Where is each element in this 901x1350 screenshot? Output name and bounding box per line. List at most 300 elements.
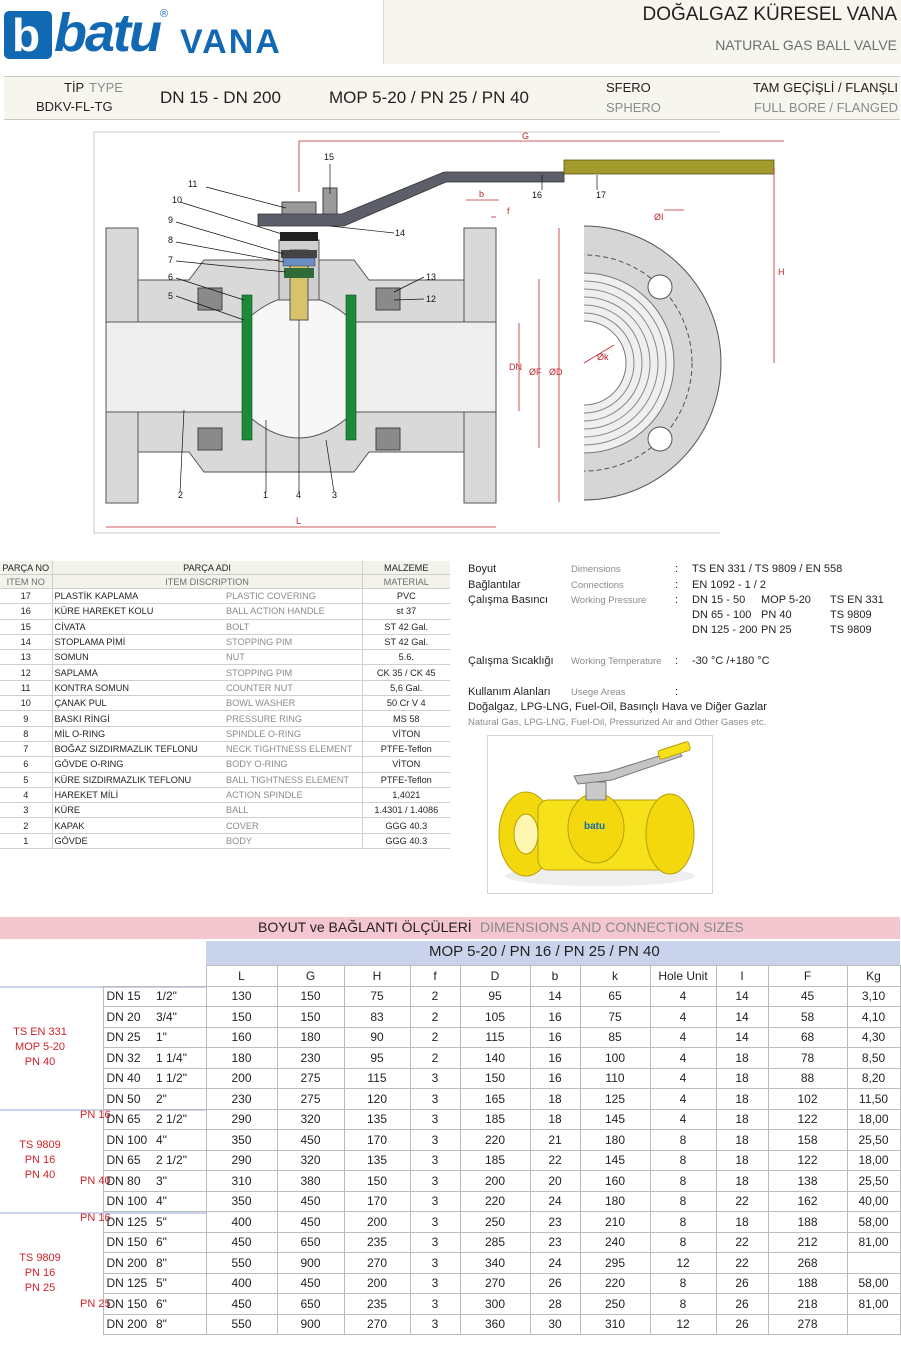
dim-value: 450 — [277, 1130, 344, 1151]
colon: : — [675, 563, 679, 575]
dimension-row — [0, 1212, 900, 1233]
item-name-tr: PLASTİK KAPLAMA — [52, 589, 224, 604]
dn-size: DN 150 — [103, 1294, 153, 1315]
dim-label-g: G — [522, 131, 530, 141]
dim-value: 360 — [460, 1314, 530, 1335]
dim-value: 8,20 — [847, 1068, 900, 1089]
dim-value: 4 — [650, 986, 716, 1007]
dim-value: 88 — [768, 1068, 847, 1089]
dn-size: DN 65 — [103, 1150, 153, 1171]
dim-value: 122 — [768, 1150, 847, 1171]
dim-value: 102 — [768, 1089, 847, 1110]
spec-baglanti-en: Connections — [571, 580, 624, 591]
dim-value: 8 — [650, 1150, 716, 1171]
pressure-row-2-std: TS 9809 — [830, 609, 872, 621]
spec-alan-en: Usege Areas — [571, 687, 626, 698]
callout-3: 3 — [332, 490, 338, 500]
inch-size: 1/2" — [153, 986, 206, 1007]
dim-value: 18 — [716, 1150, 768, 1171]
usage-areas-tr: Doğalgaz, LPG-LNG, Fuel-Oil, Basınçlı Hava ve Diğer Gazlar — [468, 701, 767, 713]
dimension-table-title — [0, 917, 900, 939]
group-line: TS 9809 — [19, 1251, 61, 1264]
item-name-tr: HAREKET MİLİ — [52, 787, 224, 802]
parts-row — [0, 741, 450, 756]
dim-value: 18 — [716, 1171, 768, 1192]
group-line: MOP 5-20 — [15, 1041, 65, 1053]
dim-value: 158 — [768, 1130, 847, 1151]
dim-value: 68 — [768, 1027, 847, 1048]
dim-value: 320 — [277, 1109, 344, 1130]
dim-value: 28 — [530, 1294, 580, 1315]
dim-value: 16 — [530, 1027, 580, 1048]
item-name-en: SPINDLE O-RING — [224, 726, 362, 741]
dim-value: 400 — [206, 1273, 277, 1294]
dim-value: 250 — [580, 1294, 650, 1315]
dim-value: 24 — [530, 1191, 580, 1212]
callout-13: 13 — [426, 272, 437, 282]
item-name-tr: KÜRE HAREKET KOLU — [52, 604, 224, 619]
logo-mark: b — [4, 11, 52, 59]
inch-size: 3/4" — [153, 1007, 206, 1028]
dim-value: 900 — [277, 1314, 344, 1335]
dim-value: 135 — [344, 1109, 410, 1130]
item-name-tr: MİL O-RING — [52, 726, 224, 741]
dim-value: 268 — [768, 1253, 847, 1274]
dn-size: DN 20 — [103, 1007, 153, 1028]
dim-value: 4,10 — [847, 1007, 900, 1028]
group-line: PN 16 — [24, 1266, 56, 1279]
dim-value: 130 — [206, 986, 277, 1007]
dim-value: 150 — [460, 1068, 530, 1089]
dim-value: 16 — [530, 1048, 580, 1069]
callout-8: 8 — [168, 235, 174, 245]
dimension-row — [0, 1048, 900, 1069]
dimension-row — [0, 1027, 900, 1048]
dim-value: 235 — [344, 1294, 410, 1315]
dim-value: 25,50 — [847, 1130, 900, 1151]
dim-value: 8 — [650, 1130, 716, 1151]
spec-alan: Kullanım Alanları — [468, 686, 551, 698]
usage-areas-en: Natural Gas, LPG-LNG, Fuel-Oil, Pressurized Air and Other Gases etc. — [468, 717, 767, 728]
item-name-en: STOPPING PIM — [224, 665, 362, 680]
parts-row — [0, 665, 450, 680]
dim-value: 275 — [277, 1089, 344, 1110]
dim-value: 8 — [650, 1232, 716, 1253]
dim-value: 21 — [530, 1130, 580, 1151]
dn-size: DN 125 — [103, 1212, 153, 1233]
item-material: st 37 — [362, 604, 450, 619]
dim-label-f-dia: ØF — [529, 367, 542, 377]
item-material: VİTON — [362, 757, 450, 772]
item-material: 5,6 Gal. — [362, 680, 450, 695]
spec-sicaklik-en: Working Temperature — [571, 656, 662, 667]
dim-value: 115 — [344, 1068, 410, 1089]
item-name-en: BALL — [224, 803, 362, 818]
dim-value: 22 — [716, 1191, 768, 1212]
col-header: D — [460, 966, 530, 987]
dim-value: 90 — [344, 1027, 410, 1048]
dimension-row — [0, 1294, 900, 1315]
dim-value: 4 — [650, 1027, 716, 1048]
dim-value: 200 — [206, 1068, 277, 1089]
item-material: ST 42 Gal. — [362, 619, 450, 634]
dim-value: 122 — [768, 1109, 847, 1130]
dn-size: DN 80 — [103, 1171, 153, 1192]
dim-value: 22 — [716, 1232, 768, 1253]
dim-value — [847, 1253, 900, 1274]
dim-value: 18 — [716, 1109, 768, 1130]
dim-value: 83 — [344, 1007, 410, 1028]
pn-empty — [80, 986, 103, 1109]
item-name-tr: KÜRE — [52, 803, 224, 818]
dim-value: 285 — [460, 1232, 530, 1253]
inch-size: 5" — [153, 1273, 206, 1294]
item-name-tr: GÖVDE O-RING — [52, 757, 224, 772]
item-name-tr: SAPLAMA — [52, 665, 224, 680]
sphero-label: SPHERO — [606, 100, 661, 115]
callout-7: 7 — [168, 255, 174, 265]
col-header: f — [410, 966, 460, 987]
col-header: L — [206, 966, 277, 987]
pressure-class-bar — [206, 941, 900, 965]
dn-size: DN 150 — [103, 1232, 153, 1253]
spec-boyut-en: Dimensions — [571, 564, 621, 575]
col-header-no: PARÇA NO — [0, 561, 52, 575]
dim-value: 3 — [410, 1294, 460, 1315]
pressure-row-3-dn: DN 125 - 200 — [692, 624, 758, 636]
dimension-row — [0, 1150, 900, 1171]
spec-sicaklik: Çalışma Sıcaklığı — [468, 655, 554, 667]
parts-row — [0, 680, 450, 695]
standard-group-label — [0, 1109, 80, 1212]
dim-value: 4 — [650, 1109, 716, 1130]
item-no: 6 — [0, 757, 52, 772]
parts-row — [0, 787, 450, 802]
dim-value: 150 — [344, 1171, 410, 1192]
dim-label-i: ØI — [654, 212, 664, 222]
callout-5: 5 — [168, 291, 174, 301]
dim-value: 2 — [410, 1007, 460, 1028]
item-name-en: BALL TIGHTNESS ELEMENT — [224, 772, 362, 787]
item-material: ST 42 Gal. — [362, 634, 450, 649]
dim-value: 270 — [344, 1314, 410, 1335]
inch-size: 1" — [153, 1027, 206, 1048]
item-material: PTFE-Teflon — [362, 741, 450, 756]
dim-value: 3 — [410, 1089, 460, 1110]
dn-size: DN 25 — [103, 1027, 153, 1048]
dim-value: 3 — [410, 1068, 460, 1089]
item-material: 50 Cr V 4 — [362, 696, 450, 711]
dim-value: 165 — [460, 1089, 530, 1110]
dim-value: 275 — [277, 1068, 344, 1089]
type-label: TYPE — [89, 80, 123, 95]
callout-15: 15 — [324, 152, 335, 162]
dim-value: 450 — [277, 1191, 344, 1212]
callout-4: 4 — [296, 490, 302, 500]
col-header-material-en: MATERIAL — [362, 575, 450, 589]
product-info-bar — [4, 76, 900, 120]
dn-size: DN 65 — [103, 1109, 153, 1130]
item-material: 1,4021 — [362, 787, 450, 802]
item-name-tr: STOPLAMA PİMİ — [52, 634, 224, 649]
item-name-en: COUNTER NUT — [224, 680, 362, 695]
col-header: b — [530, 966, 580, 987]
item-name-en: BODY — [224, 833, 362, 848]
dim-value: 185 — [460, 1109, 530, 1130]
item-name-en: BALL ACTION HANDLE — [224, 604, 362, 619]
col-header: I — [716, 966, 768, 987]
dim-value: 3 — [410, 1191, 460, 1212]
dim-value: 2 — [410, 986, 460, 1007]
dim-value: 350 — [206, 1191, 277, 1212]
dim-value: 210 — [580, 1212, 650, 1233]
dim-value: 11,50 — [847, 1089, 900, 1110]
dim-value: 220 — [460, 1130, 530, 1151]
pressure-row-1-p: MOP 5-20 — [761, 594, 811, 606]
item-name-en: BOLT — [224, 619, 362, 634]
dim-value: 145 — [580, 1150, 650, 1171]
dim-value: 30 — [530, 1314, 580, 1335]
callout-11: 11 — [188, 179, 198, 189]
col-header: F — [768, 966, 847, 987]
dim-value: 900 — [277, 1253, 344, 1274]
item-material: 5.6. — [362, 650, 450, 665]
dim-value: 550 — [206, 1253, 277, 1274]
dim-label-d: ØD — [549, 367, 563, 377]
logo-subword: VANA — [180, 23, 282, 61]
dim-value: 135 — [344, 1150, 410, 1171]
product-photo — [487, 735, 713, 894]
dim-value: 4 — [650, 1007, 716, 1028]
dimension-row — [0, 1130, 900, 1151]
item-material: VİTON — [362, 726, 450, 741]
parts-header-row-en — [0, 575, 450, 589]
parts-row — [0, 772, 450, 787]
spec-baglanti: Bağlantılar — [468, 579, 521, 591]
callout-16: 16 — [532, 190, 543, 200]
dim-value: 380 — [277, 1171, 344, 1192]
dn-size: DN 50 — [103, 1089, 153, 1110]
dim-value: 320 — [277, 1150, 344, 1171]
dim-value: 300 — [460, 1294, 530, 1315]
dim-value: 3 — [410, 1109, 460, 1130]
dim-value: 200 — [460, 1171, 530, 1192]
dim-value: 220 — [460, 1191, 530, 1212]
parts-row — [0, 619, 450, 634]
item-name-en: BODY O-RING — [224, 757, 362, 772]
inch-size: 8" — [153, 1253, 206, 1274]
inch-size: 1 1/2" — [153, 1068, 206, 1089]
dim-label-f: f — [507, 206, 510, 216]
dim-value: 188 — [768, 1212, 847, 1233]
bore-type-tr: TAM GEÇİŞLİ / FLANŞLI — [753, 80, 898, 95]
page-title: DOĞALGAZ KÜRESEL VANA — [642, 4, 897, 25]
tip-label: TİP — [64, 80, 85, 95]
spec-basinc-en: Working Pressure — [571, 595, 647, 606]
spec-boyut: Boyut — [468, 563, 497, 575]
dim-value: 162 — [768, 1191, 847, 1212]
dim-value: 12 — [650, 1314, 716, 1335]
spec-sicaklik-value: -30 °C /+180 °C — [692, 655, 770, 667]
colon: : — [675, 579, 679, 591]
item-name-tr: ÇANAK PUL — [52, 696, 224, 711]
item-no: 10 — [0, 696, 52, 711]
model-code: BDKV-FL-TG — [36, 99, 113, 114]
inch-size: 4" — [153, 1191, 206, 1212]
spec-boyut-value: TS EN 331 / TS 9809 / EN 558 — [692, 563, 843, 575]
parts-list-table — [0, 561, 450, 849]
parts-row — [0, 589, 450, 604]
dim-value: 4 — [650, 1048, 716, 1069]
dim-value: 295 — [580, 1253, 650, 1274]
dim-value: 14 — [716, 986, 768, 1007]
dim-value: 270 — [344, 1253, 410, 1274]
item-name-tr: KÜRE SIZDIRMAZLIK TEFLONU — [52, 772, 224, 787]
item-no: 2 — [0, 818, 52, 833]
dim-value: 23 — [530, 1212, 580, 1233]
dim-value: 200 — [344, 1273, 410, 1294]
pressure-row-2-dn: DN 65 - 100 — [692, 609, 752, 621]
sfero-label: SFERO — [606, 80, 651, 95]
pressure-row-3-p: PN 25 — [761, 624, 792, 636]
parts-row — [0, 818, 450, 833]
item-name-en: PRESSURE RING — [224, 711, 362, 726]
dim-value: 350 — [206, 1130, 277, 1151]
dim-value: 250 — [460, 1212, 530, 1233]
dim-value: 18 — [716, 1212, 768, 1233]
dim-value: 125 — [580, 1089, 650, 1110]
spec-basinc: Çalışma Basıncı — [468, 594, 549, 606]
item-no: 4 — [0, 787, 52, 802]
dn-size: DN 125 — [103, 1273, 153, 1294]
dim-value: 3 — [410, 1253, 460, 1274]
dim-value — [847, 1314, 900, 1335]
col-header: H — [344, 966, 410, 987]
dim-value: 18 — [530, 1109, 580, 1130]
group-line: PN 25 — [24, 1281, 56, 1294]
item-material: CK 35 / CK 45 — [362, 665, 450, 680]
dim-value: 212 — [768, 1232, 847, 1253]
dim-value: 2 — [410, 1027, 460, 1048]
dim-value: 95 — [344, 1048, 410, 1069]
dim-value: 235 — [344, 1232, 410, 1253]
pn-label: PN 16 — [80, 1211, 111, 1224]
title-panel — [383, 0, 901, 64]
dim-value: 58 — [768, 1007, 847, 1028]
pn-label: PN 25 — [80, 1297, 111, 1310]
dim-value: 18,00 — [847, 1109, 900, 1130]
dim-value: 278 — [768, 1314, 847, 1335]
col-header: Hole Unit — [650, 966, 716, 987]
inch-size: 2 1/2" — [153, 1150, 206, 1171]
standard-group-label — [0, 1212, 80, 1335]
page-subtitle: NATURAL GAS BALL VALVE — [715, 37, 897, 53]
dim-value: 550 — [206, 1314, 277, 1335]
dim-value: 22 — [530, 1150, 580, 1171]
dimension-table — [0, 965, 901, 1335]
dimension-header-row — [0, 966, 900, 987]
item-name-tr: BASKI RİNGİ — [52, 711, 224, 726]
group-line: PN 40 — [24, 1056, 56, 1068]
item-name-en: BOWL WASHER — [224, 696, 362, 711]
item-name-tr: KAPAK — [52, 818, 224, 833]
standard-group-label — [0, 986, 80, 1109]
dimension-row — [0, 1273, 900, 1294]
item-no: 8 — [0, 726, 52, 741]
inch-size: 2 1/2" — [153, 1109, 206, 1130]
dim-value: 26 — [530, 1273, 580, 1294]
parts-row — [0, 634, 450, 649]
dim-value: 170 — [344, 1130, 410, 1151]
pn-label: PN 40 — [80, 1174, 111, 1187]
registered-mark: ® — [160, 8, 169, 20]
pressure-row-2-p: PN 40 — [761, 609, 792, 621]
valve-technical-drawing — [94, 130, 785, 534]
parts-row — [0, 803, 450, 818]
callout-6: 6 — [168, 272, 174, 282]
parts-row — [0, 726, 450, 741]
dim-value: 14 — [716, 1027, 768, 1048]
dim-value: 18 — [716, 1089, 768, 1110]
dim-value: 75 — [344, 986, 410, 1007]
pressure-row-1-std: TS EN 331 — [830, 594, 884, 606]
dim-value: 20 — [530, 1171, 580, 1192]
item-no: 9 — [0, 711, 52, 726]
item-material: GGG 40.3 — [362, 818, 450, 833]
dimension-row — [0, 1171, 900, 1192]
dim-value: 8 — [650, 1212, 716, 1233]
dim-value: 3 — [410, 1314, 460, 1335]
dim-value: 180 — [206, 1048, 277, 1069]
dim-label-l: L — [296, 516, 302, 526]
item-name-en: PLASTIC COVERING — [224, 589, 362, 604]
dim-value: 26 — [716, 1273, 768, 1294]
dim-value: 150 — [277, 1007, 344, 1028]
inch-size: 8" — [153, 1314, 206, 1335]
dn-range: DN 15 - DN 200 — [160, 88, 281, 107]
dim-value: 3 — [410, 1273, 460, 1294]
item-material: GGG 40.3 — [362, 833, 450, 848]
parts-row — [0, 711, 450, 726]
dim-value: 450 — [206, 1294, 277, 1315]
dim-value: 310 — [206, 1171, 277, 1192]
dimension-row — [0, 1232, 900, 1253]
inch-size: 6" — [153, 1232, 206, 1253]
dimension-row — [0, 1314, 900, 1335]
col-header: Kg — [847, 966, 900, 987]
dimension-title-tr: BOYUT ve BAĞLANTI ÖLÇÜLERİ — [258, 919, 472, 935]
dim-value: 290 — [206, 1150, 277, 1171]
parts-row — [0, 604, 450, 619]
dim-value: 8 — [650, 1273, 716, 1294]
dim-value: 3 — [410, 1130, 460, 1151]
dn-size: DN 200 — [103, 1314, 153, 1335]
item-name-en: ACTION SPINDLE — [224, 787, 362, 802]
dim-value: 3 — [410, 1232, 460, 1253]
pn-label: PN 16 — [80, 1109, 111, 1121]
dn-size: DN 100 — [103, 1191, 153, 1212]
inch-size: 6" — [153, 1294, 206, 1315]
dim-value: 81,00 — [847, 1294, 900, 1315]
col-header: G — [277, 966, 344, 987]
item-name-tr: GÖVDE — [52, 833, 224, 848]
dim-value: 105 — [460, 1007, 530, 1028]
dim-value: 650 — [277, 1294, 344, 1315]
callout-12: 12 — [426, 294, 437, 304]
dim-value: 400 — [206, 1212, 277, 1233]
dimension-row — [0, 1253, 900, 1274]
dim-value: 4 — [650, 1089, 716, 1110]
